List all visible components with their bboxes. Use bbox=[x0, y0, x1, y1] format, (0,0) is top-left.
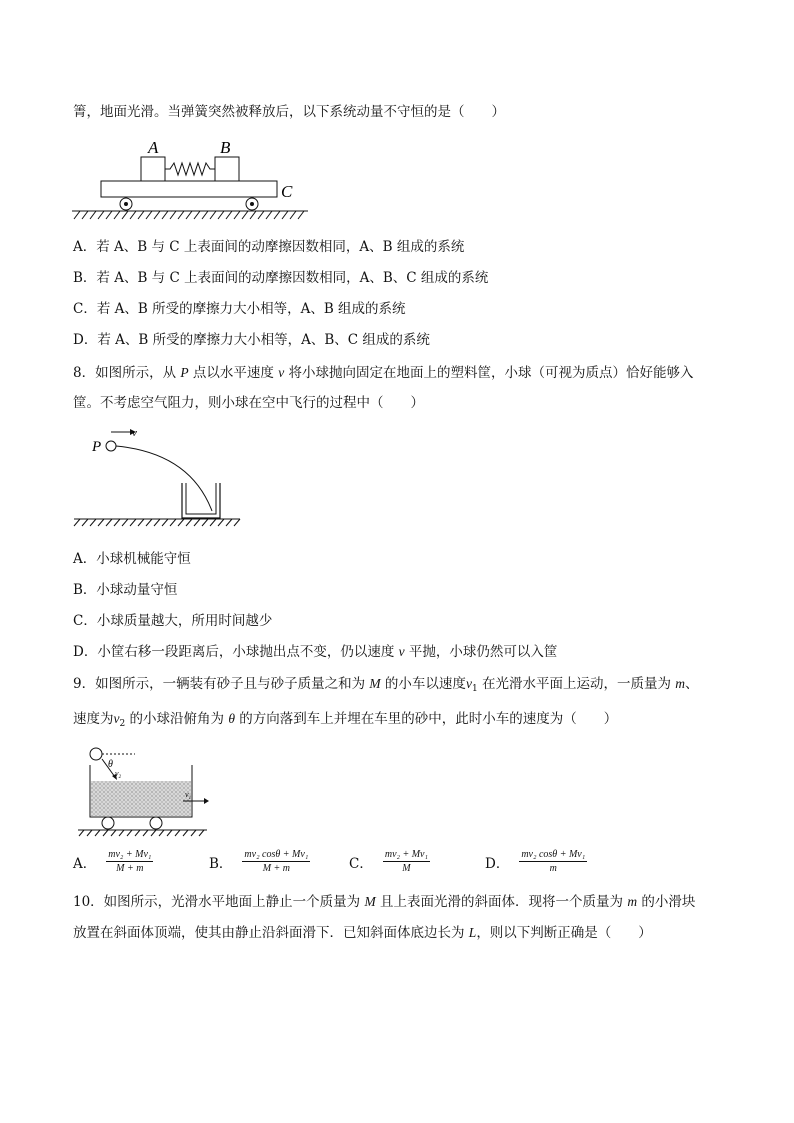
cart-c bbox=[101, 181, 277, 197]
sand bbox=[91, 781, 191, 816]
q8-option-a[interactable]: A．小球机械能守恒 bbox=[73, 551, 191, 567]
ball bbox=[106, 441, 116, 451]
q9-option-b[interactable]: B． $\frac{\text{mv₂ cosθ + Mv₁}}{M + m}$ bbox=[209, 849, 309, 874]
q9-figure bbox=[75, 743, 225, 838]
q7-stem-line: 箐，地面光滑。当弹簧突然被释放后，以下系统动量不守恒的是（ ） bbox=[73, 104, 505, 120]
q8-stem-line-1: 8．如图所示，从 P 点以水平速度 v 将小球抛向固定在地面上的塑料筐，小球（可视为质点）恰好能够入 bbox=[73, 365, 694, 381]
ground-hatch bbox=[79, 830, 204, 836]
label-v1: $v_1$ bbox=[185, 790, 192, 801]
spring bbox=[165, 163, 215, 175]
block-a bbox=[141, 157, 165, 181]
q8-stem-line-2: 筐。不考虑空气阻力，则小球在空中飞行的过程中（ ） bbox=[73, 395, 424, 411]
block-b bbox=[215, 157, 239, 181]
q7-option-b[interactable]: B．若 A、B 与 C 上表面间的动摩擦因数相同，A、B、C 组成的系统 bbox=[73, 270, 489, 286]
ground-hatch bbox=[74, 519, 240, 526]
q7-option-c[interactable]: C．若 A、B 所受的摩擦力大小相等，A、B 组成的系统 bbox=[73, 301, 406, 317]
q7-option-d[interactable]: D．若 A、B 所受的摩擦力大小相等，A、B、C 组成的系统 bbox=[73, 332, 430, 348]
q7-figure bbox=[70, 135, 330, 225]
trajectory bbox=[116, 446, 212, 511]
q10-stem-line-1: 10．如图所示，光滑水平地面上静止一个质量为 M 且上表面光滑的斜面体．现将一个质量为 m 的小滑块 bbox=[73, 894, 696, 910]
q10-stem-line-2: 放置在斜面体顶端，使其由静止沿斜面滑下．已知斜面体底边长为 L，则以下判断正确是（ ） bbox=[73, 925, 652, 941]
label-b: B bbox=[220, 138, 231, 157]
q8-option-b[interactable]: B．小球动量守恒 bbox=[73, 582, 178, 598]
q9-option-d[interactable]: D． $\frac{\text{mv₂ cosθ + Mv₁}}{m}$ bbox=[485, 849, 586, 874]
label-v: v bbox=[132, 427, 137, 439]
q8-figure bbox=[70, 423, 250, 533]
q8-option-d[interactable]: D．小筐右移一段距离后，小球抛出点不变，仍以速度 v 平抛，小球仍然可以入筐 bbox=[73, 644, 558, 660]
q8-option-c[interactable]: C．小球质量越大，所用时间越少 bbox=[73, 613, 273, 629]
wheel-left bbox=[102, 817, 114, 829]
label-a: A bbox=[148, 138, 159, 157]
q7-option-a[interactable]: A．若 A、B 与 C 上表面间的动摩擦因数相同，A、B 组成的系统 bbox=[73, 239, 465, 255]
basket bbox=[182, 483, 220, 518]
q9-option-c[interactable]: C． $\frac{\text{mv₂ + Mv₁}}{M}$ bbox=[349, 849, 428, 874]
label-v2: $v_2$ bbox=[115, 769, 122, 780]
label-theta: θ bbox=[108, 759, 113, 770]
q9-option-a[interactable]: A． $\frac{\text{mv₂ + Mv₁}}{M + m}$ bbox=[73, 849, 152, 874]
ground-hatch bbox=[74, 211, 304, 219]
label-p: P bbox=[92, 439, 102, 455]
q9-stem-line-2: 速度为$v_2$ 的小球沿俯角为 θ 的方向落到车上并埋在车里的砂中，此时小车的速度为（ ） bbox=[73, 711, 618, 729]
wheel-right bbox=[150, 817, 162, 829]
q9-stem-line-1: 9．如图所示，一辆装有砂子且与砂子质量之和为 M 的小车以速度$v_1$ 在光滑水平面上运动，一质量为 m、 bbox=[73, 676, 699, 694]
ball bbox=[90, 748, 102, 760]
label-c: C bbox=[281, 182, 293, 201]
